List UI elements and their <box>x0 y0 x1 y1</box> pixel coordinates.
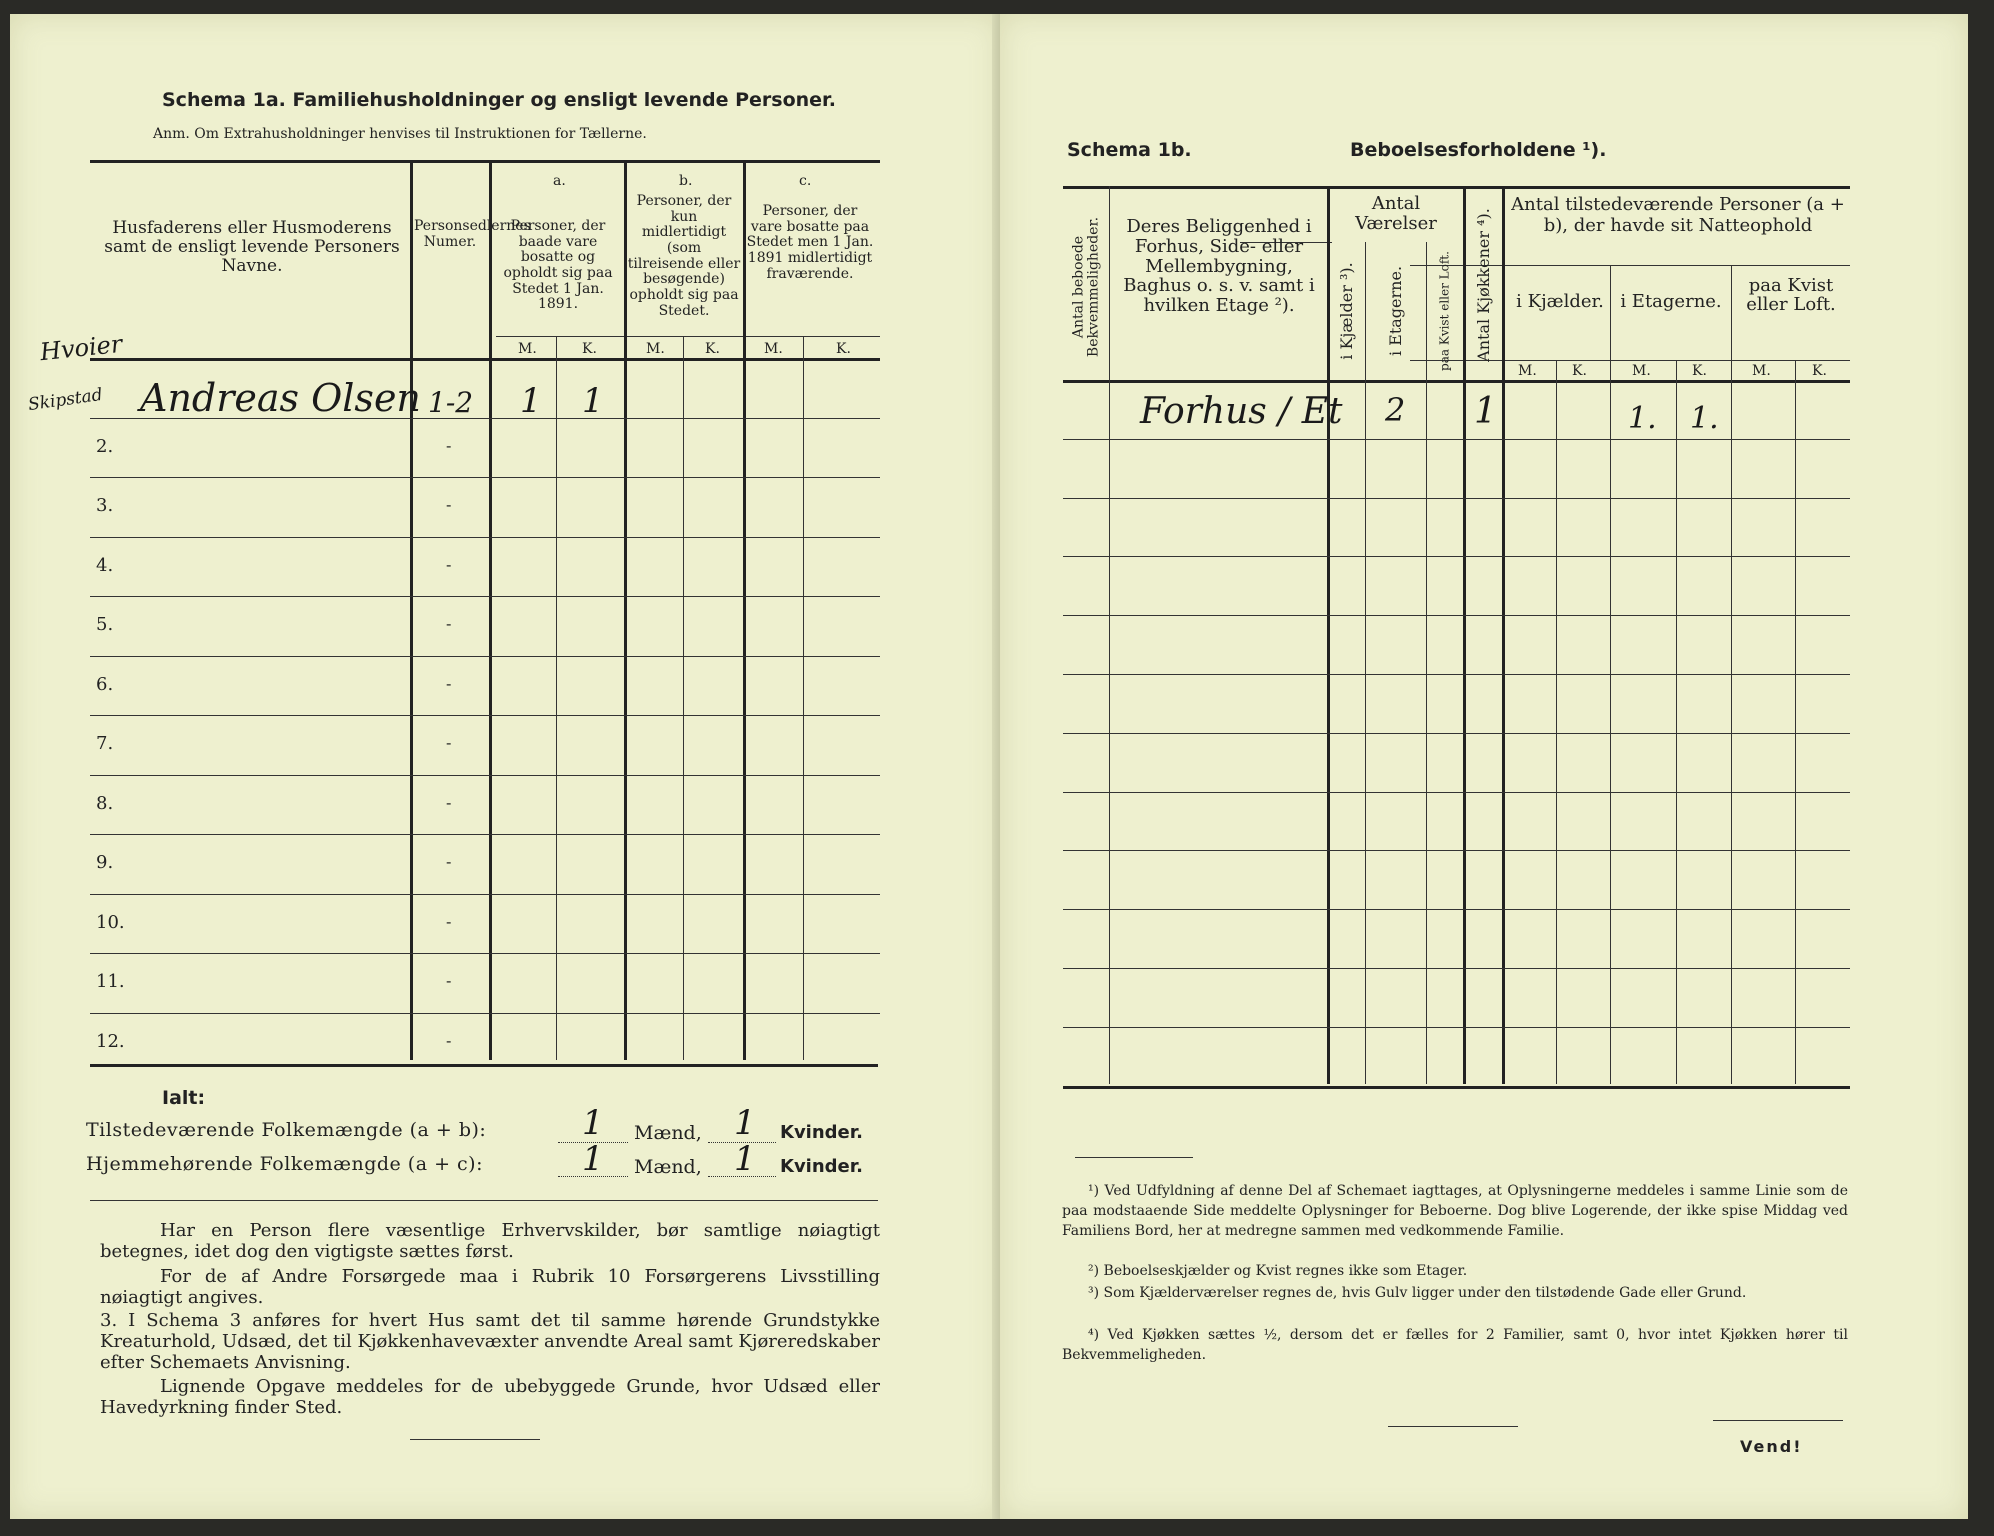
left-row-rule <box>90 715 880 716</box>
col-sep-b-mk <box>683 336 684 1060</box>
row-number: 3. <box>96 495 114 516</box>
right-row-rule <box>1063 439 1850 440</box>
rt-row1-etag-k: 1. <box>1690 401 1719 436</box>
notes-rule <box>90 1200 878 1201</box>
tilstede-label: Tilstedeværende Folkemængde (a + b): <box>86 1119 487 1141</box>
a-m-label: M. <box>518 341 537 357</box>
row-dash: - <box>446 554 452 574</box>
col-b-letter: b. <box>679 173 693 189</box>
right-row-rule <box>1063 850 1850 851</box>
rt-header-kvist-wrap <box>1428 246 1462 376</box>
rt-col-sep-4 <box>1426 242 1427 1084</box>
rt-header-kjokkener-wrap <box>1466 192 1501 378</box>
left-row-rule <box>90 834 880 835</box>
schema-1a-title: Schema 1a. Familiehusholdninger og ensligt levende Personer. <box>162 89 836 111</box>
c-m-label: M. <box>764 341 783 357</box>
left-row-rule <box>90 656 880 657</box>
row-dash: - <box>446 1030 452 1050</box>
right-row-rule <box>1063 733 1850 734</box>
row-dash: - <box>446 733 452 752</box>
rt-row1-etagerne: 2 <box>1385 391 1406 429</box>
rt-header-kjaelder: i Kjælder ³). <box>1337 262 1356 360</box>
rt-footnote-rule <box>1075 1157 1193 1158</box>
note-4: Lignende Opgave meddeles for de ubebyggede Grunde, hvor Udsæd eller Havedyrkning finder Sted. <box>100 1376 880 1419</box>
row-number: 7. <box>96 733 114 754</box>
right-row-rule <box>1063 615 1850 616</box>
col-header-names: Husfaderens eller Husmoderens samt de ensligt levende Personers Navne. <box>104 218 400 277</box>
rt-vend-rule <box>1713 1420 1843 1421</box>
row-dash: - <box>446 495 452 514</box>
rt-header-beliggenhed: Deres Beliggenhed i Forhus, Side- eller Mellembygning, Baghus o. s. v. samt i hvilken Etage ²). <box>1123 216 1315 317</box>
b-m-label: M. <box>646 341 665 357</box>
row1-a-k: 1 <box>582 381 604 421</box>
col-sep-a-mk <box>556 336 557 1060</box>
anm-note: Anm. Om Extrahusholdninger henvises til Instruktionen for Tællerne. <box>153 126 647 142</box>
rt-header-antal-vaerelser: Antal Værelser <box>1355 193 1437 234</box>
rt-header-kjaelder-wrap <box>1330 246 1364 376</box>
row-number: 4. <box>96 554 114 576</box>
right-row-rule <box>1063 909 1850 910</box>
left-row-rule <box>90 537 880 538</box>
row-dash: - <box>446 792 452 812</box>
right-row-rule <box>1063 674 1850 675</box>
rt-kv-k-label: K. <box>1812 363 1827 379</box>
schema-1b-title: Schema 1b. <box>1067 139 1192 161</box>
right-row-rule <box>1063 968 1850 969</box>
schema-1b-subtitle: Beboelsesforholdene ¹). <box>1350 139 1607 161</box>
mk-rule <box>496 336 880 337</box>
rt-header-antal-beboede: Antal beboede Bekvemmeligheder. <box>1070 216 1102 357</box>
tilstede-k-value: 1 <box>734 1103 756 1143</box>
rt-header-paa-kvist: paa Kvist eller Loft. <box>1746 275 1836 316</box>
row-number: 12. <box>96 1030 125 1052</box>
rt-col-sep-6 <box>1502 186 1505 1084</box>
rt-header-i-etagerne: i Etagerne. <box>1620 291 1722 312</box>
rt-table-top-rule <box>1063 186 1850 189</box>
note-2: For de af Andre Forsørgede maa i Rubrik 10 Forsørgerens Livsstilling nøiagtigt angives. <box>100 1266 880 1309</box>
row-number: 6. <box>96 673 114 695</box>
rt-col-sep-1 <box>1109 186 1110 1084</box>
row1-num: 1-2 <box>428 386 474 419</box>
row-number: 9. <box>96 852 114 873</box>
rt-footnote-4: ⁴) Ved Kjøkken sættes ½, dersom det er fælles for 2 Familier, samt 0, hvor intet Kjøkken hører til Bekvemmeligheden. <box>1062 1327 1848 1363</box>
row-number: 2. <box>96 435 114 457</box>
rt-header-tilstede: Antal tilstedeværende Personer (a + b), der havde sit Natteophold <box>1511 194 1845 237</box>
table-bottom-rule <box>90 1064 878 1067</box>
margin-note-2: Skipstad <box>26 384 104 416</box>
left-row-rule <box>90 894 880 895</box>
rt-closing-rule <box>1388 1426 1518 1427</box>
margin-note-1: Hvoier <box>38 329 124 367</box>
rt-header-antal-beboede-wrap <box>1068 199 1106 374</box>
ialt-label: Ialt: <box>162 1087 206 1109</box>
rt-kj-k-label: K. <box>1572 363 1587 379</box>
rt-col-sep-9 <box>1676 360 1677 1084</box>
col-sep-b <box>743 160 746 1060</box>
rt-row1-kjokkener: 1 <box>1474 391 1497 432</box>
col-header-num: Personsedlernes Numer. <box>414 218 531 250</box>
row-number: 5. <box>96 614 114 635</box>
rt-header-etagerne: i Etagerne. <box>1386 265 1405 357</box>
col-sep-names <box>410 160 413 1060</box>
row1-a-m: 1 <box>520 381 542 421</box>
rt-header-kvist: paa Kvist eller Loft. <box>1437 251 1452 371</box>
row-dash: - <box>446 435 452 455</box>
col-header-a: Personer, der baade vare bosatte og opholdt sig paa Stedet 1 Jan. 1891. <box>503 218 613 313</box>
rt-kv-m-label: M. <box>1752 363 1771 379</box>
table-top-rule <box>90 160 880 163</box>
left-row-rule <box>90 953 880 954</box>
rt-row1-etag-m: 1. <box>1628 401 1657 436</box>
col-c-letter: c. <box>799 173 812 189</box>
right-page <box>1000 14 1968 1519</box>
b-k-label: K. <box>705 341 720 357</box>
hjemme-kvinder: Kvinder. <box>780 1156 863 1177</box>
rt-header-etagerne-wrap <box>1368 246 1424 376</box>
vend-label: Vend! <box>1740 1437 1803 1456</box>
col-header-c: Personer, der vare bosatte paa Stedet men 1 Jan. 1891 midlertidigt fraværende. <box>746 203 874 282</box>
right-row-rule <box>1063 556 1850 557</box>
note-1: Har en Person flere væsentlige Erhvervskilder, bør samtlige nøiagtigt betegnes, idet dog den vigtigste sættes først. <box>100 1220 880 1263</box>
left-row-rule <box>90 775 880 776</box>
rt-col-sep-11 <box>1795 360 1796 1084</box>
a-k-label: K. <box>582 341 597 357</box>
rt-row1-beliggenhed: Forhus / Et <box>1140 391 1343 432</box>
rt-et-m-label: M. <box>1632 363 1651 379</box>
rt-footnote-2: ²) Beboelseskjælder og Kvist regnes ikke som Etager. <box>1088 1263 1468 1279</box>
hjemme-m-value: 1 <box>582 1139 604 1179</box>
rt-footnote-1: ¹) Ved Udfyldning af denne Del af Schemaet iagttages, at Oplysningerne meddeles i samme Linie som de paa modstaaende Side meddelte Oplysninger for Beboerne. Dog blive Logerende, der ikke spise Middag ved Familiens Bord, her at medregne sammen med vedkommende Familie. <box>1062 1183 1848 1239</box>
left-row-rule <box>90 477 880 478</box>
left-row-rule <box>90 418 880 419</box>
tilstede-kvinder: Kvinder. <box>780 1122 863 1143</box>
row-dash: - <box>446 852 452 871</box>
row-dash: - <box>446 673 452 693</box>
rt-footnote-3: ³) Som Kjælderværelser regnes de, hvis Gulv ligger under den tilstødende Gade eller Grund. <box>1088 1285 1747 1301</box>
rt-header-kjokkener: Antal Kjøkkener ⁴). <box>1473 208 1493 362</box>
header-bottom-rule <box>90 358 880 361</box>
row-dash: - <box>446 614 452 633</box>
c-k-label: K. <box>836 341 851 357</box>
rt-table-bottom-rule <box>1063 1086 1850 1089</box>
tilstede-m-value: 1 <box>582 1103 604 1143</box>
rt-kj-m-label: M. <box>1518 363 1537 379</box>
left-page <box>10 14 1000 1519</box>
row-dash: - <box>446 971 452 990</box>
note-3: 3. I Schema 3 anføres for hvert Hus samt det til samme hørende Grundstykke Kreaturhold, Udsæd, det til Kjøkkenhavevæxter anvendte Areal samt Kjøreredskaber efter Schemaets Anvisning. <box>100 1310 880 1374</box>
row1-name: Andreas Olsen <box>140 376 421 420</box>
closing-rule <box>410 1439 540 1440</box>
row-number: 10. <box>96 911 125 933</box>
col-header-b: Personer, der kun midlertidigt (som tilreisende eller besøgende) opholdt sig paa Stedet. <box>627 193 741 319</box>
right-row-rule <box>1063 1027 1850 1028</box>
right-row-rule <box>1063 498 1850 499</box>
row-dash: - <box>446 911 452 931</box>
col-sep-c-mk <box>803 336 804 1060</box>
col-a-letter: a. <box>553 173 566 189</box>
right-row-rule <box>1063 792 1850 793</box>
rt-col-sep-7 <box>1556 360 1557 1084</box>
row-number: 11. <box>96 971 125 992</box>
rt-header-i-kjaelder: i Kjælder. <box>1516 291 1604 312</box>
row-number: 8. <box>96 792 114 814</box>
left-row-rule <box>90 1013 880 1014</box>
left-row-rule <box>90 596 880 597</box>
col-sep-num <box>489 160 492 1060</box>
rt-col-sep-3 <box>1365 242 1366 1084</box>
hjemme-maend: Mænd, <box>634 1156 702 1178</box>
hjemme-label: Hjemmehørende Folkemængde (a + c): <box>86 1153 483 1175</box>
hjemme-k-value: 1 <box>734 1139 756 1179</box>
rt-et-k-label: K. <box>1692 363 1707 379</box>
tilstede-maend: Mænd, <box>634 1122 702 1144</box>
